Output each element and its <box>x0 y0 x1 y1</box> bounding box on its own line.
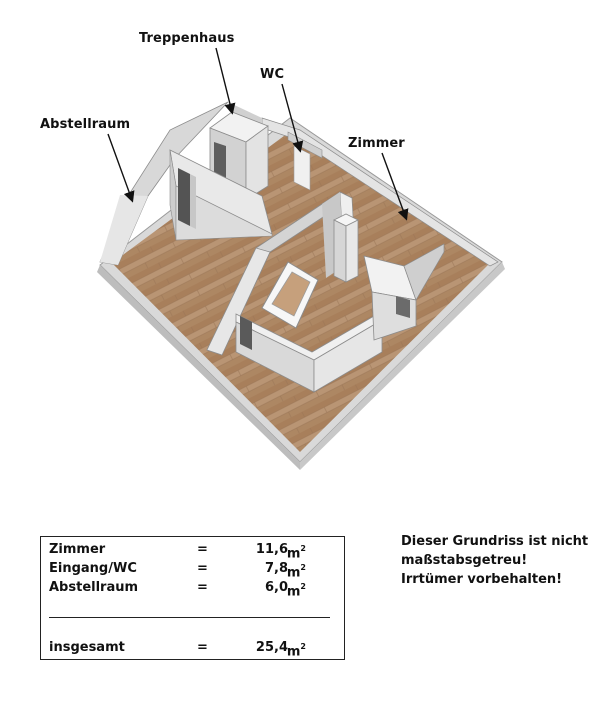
area-unit: $m^2$ <box>286 582 306 600</box>
label-abstellraum: Abstellraum <box>40 117 131 132</box>
label-treppenhaus: Treppenhaus <box>139 31 235 46</box>
area-unit: $m^2$ <box>286 642 306 660</box>
area-value: 6,0 <box>264 580 288 595</box>
area-value: 11,6 <box>255 542 288 557</box>
area-unit: $m^2$ <box>286 544 306 562</box>
equals-sign: = <box>197 640 208 655</box>
arrow-icon <box>216 48 232 112</box>
label-wc: WC <box>260 67 285 82</box>
area-row-eingang-wc <box>49 560 334 581</box>
disclaimer-line: Dieser Grundriss ist nicht <box>401 534 589 549</box>
equals-sign: = <box>197 542 208 557</box>
area-row-zimmer <box>49 541 334 562</box>
disclaimer <box>401 532 591 589</box>
disclaimer-line: maßstabsgetreu! <box>401 553 528 568</box>
area-label: Eingang/WC <box>49 561 137 576</box>
area-unit: $m^2$ <box>286 563 306 581</box>
area-row-total <box>49 639 334 660</box>
area-table <box>40 536 345 660</box>
total-value: 25,4 <box>255 640 288 655</box>
chimney <box>334 214 358 282</box>
area-label: Zimmer <box>49 542 106 557</box>
total-label: insgesamt <box>49 640 125 655</box>
table-separator <box>49 617 330 618</box>
disclaimer-line: Irrtümer vorbehalten! <box>401 572 563 587</box>
label-zimmer: Zimmer <box>348 136 405 151</box>
area-row-abstellraum <box>49 579 334 600</box>
equals-sign: = <box>197 580 208 595</box>
area-value: 7,8 <box>264 561 288 576</box>
arrow-icon <box>108 134 132 200</box>
area-label: Abstellraum <box>49 580 139 595</box>
equals-sign: = <box>197 561 208 576</box>
